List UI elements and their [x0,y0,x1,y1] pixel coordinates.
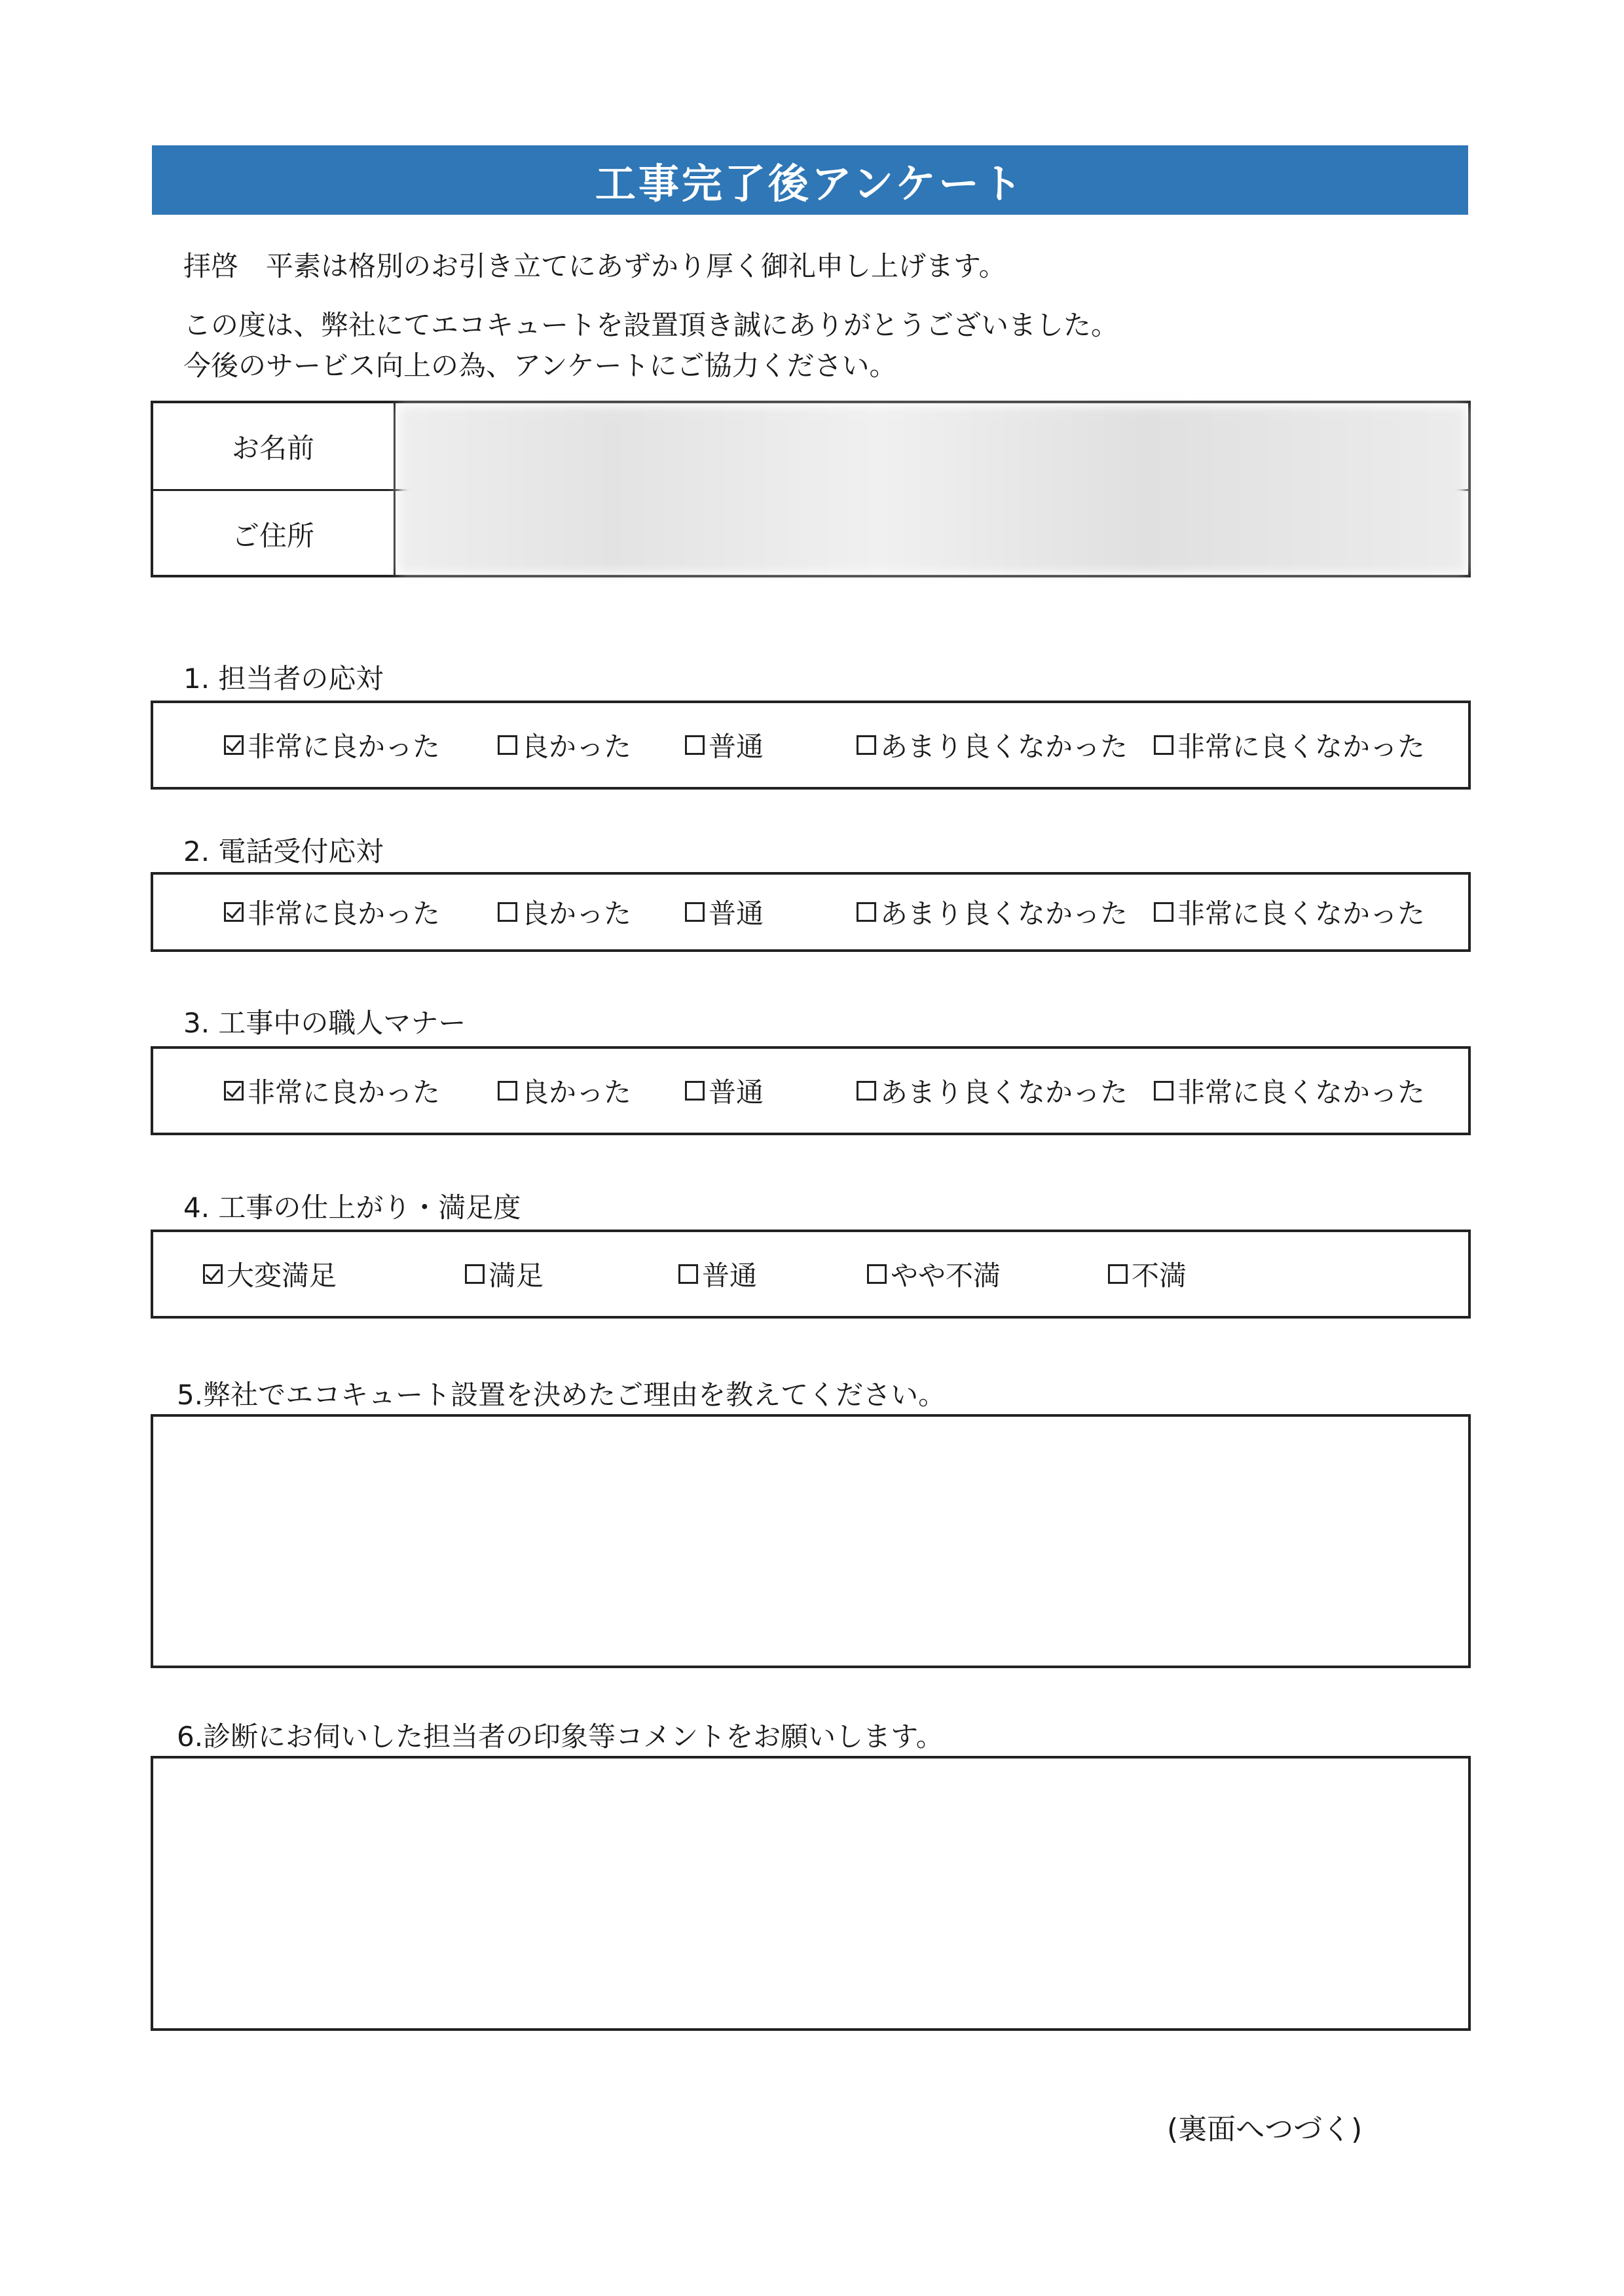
checkbox-icon[interactable] [465,1264,485,1284]
question-2-label: 2. 電話受付応対 [183,835,384,867]
checkbox-icon[interactable] [685,735,705,755]
checkbox-icon[interactable] [498,735,517,755]
address-label: ご住所 [153,491,396,577]
q4-option-2[interactable]: 満足 [465,1232,544,1316]
checkbox-icon[interactable] [685,902,705,922]
q1-option-1[interactable]: 非常に良かった [224,703,440,787]
checkbox-icon[interactable] [678,1264,698,1284]
impression-textarea[interactable] [151,1756,1471,2031]
checkbox-checked-icon[interactable] [203,1264,223,1284]
q2-option-5[interactable]: 非常に良くなかった [1154,875,1425,949]
q1-option-4[interactable]: あまり良くなかった [857,703,1128,787]
checkbox-checked-icon[interactable] [224,902,244,922]
question-1-options [151,701,1471,790]
customer-info-table [151,401,1471,577]
q3-option-4[interactable]: あまり良くなかった [857,1049,1128,1133]
checkbox-icon[interactable] [498,1081,517,1101]
q2-option-2[interactable]: 良かった [498,875,631,949]
q2-option-4[interactable]: あまり良くなかった [857,875,1128,949]
q2-option-3[interactable]: 普通 [685,875,764,949]
q3-option-3[interactable]: 普通 [685,1049,764,1133]
checkbox-icon[interactable] [857,902,876,922]
intro-line-2: 今後のサービス向上の為、アンケートにご協力ください。 [183,350,897,382]
question-6-label: 6.診断にお伺いした担当者の印象等コメントをお願いします。 [177,1721,944,1753]
question-3-label: 3. 工事中の職人マナー [183,1007,466,1039]
name-label: お名前 [153,403,396,489]
checkbox-checked-icon[interactable] [224,735,244,755]
reason-textarea[interactable] [151,1414,1471,1668]
q3-option-1[interactable]: 非常に良かった [224,1049,440,1133]
q1-option-3[interactable]: 普通 [685,703,764,787]
checkbox-icon[interactable] [857,1081,876,1101]
redacted-personal-info [399,406,1466,573]
q1-option-2[interactable]: 良かった [498,703,631,787]
q4-option-1[interactable]: 大変満足 [203,1232,337,1316]
intro-line-1: この度は、弊社にてエコキュートを設置頂き誠にありがとうございました。 [183,309,1119,341]
question-5-label: 5.弊社でエコキュート設置を決めたご理由を教えてください。 [177,1379,946,1411]
checkbox-icon[interactable] [1154,1081,1173,1101]
greeting-text: 拝啓 平素は格別のお引き立てにあずかり厚く御礼申し上げます。 [183,250,1006,282]
page-title: 工事完了後アンケート [152,145,1468,215]
checkbox-icon[interactable] [498,902,517,922]
q4-option-5[interactable]: 不満 [1108,1232,1187,1316]
q1-option-5[interactable]: 非常に良くなかった [1154,703,1425,787]
q4-option-3[interactable]: 普通 [678,1232,757,1316]
checkbox-icon[interactable] [685,1081,705,1101]
checkbox-icon[interactable] [1154,902,1173,922]
checkbox-icon[interactable] [1154,735,1173,755]
q3-option-5[interactable]: 非常に良くなかった [1154,1049,1425,1133]
checkbox-checked-icon[interactable] [224,1081,244,1101]
question-2-options [151,872,1471,952]
q3-option-2[interactable]: 良かった [498,1049,631,1133]
checkbox-icon[interactable] [1108,1264,1128,1284]
q4-option-4[interactable]: やや不満 [867,1232,1001,1316]
checkbox-icon[interactable] [867,1264,887,1284]
question-4-label: 4. 工事の仕上がり・満足度 [183,1192,521,1224]
question-4-options [151,1230,1471,1319]
continued-on-back-note: (裏面へつづく) [1167,2113,1363,2146]
question-3-options [151,1046,1471,1135]
checkbox-icon[interactable] [857,735,876,755]
q2-option-1[interactable]: 非常に良かった [224,875,440,949]
question-1-label: 1. 担当者の応対 [183,663,384,695]
